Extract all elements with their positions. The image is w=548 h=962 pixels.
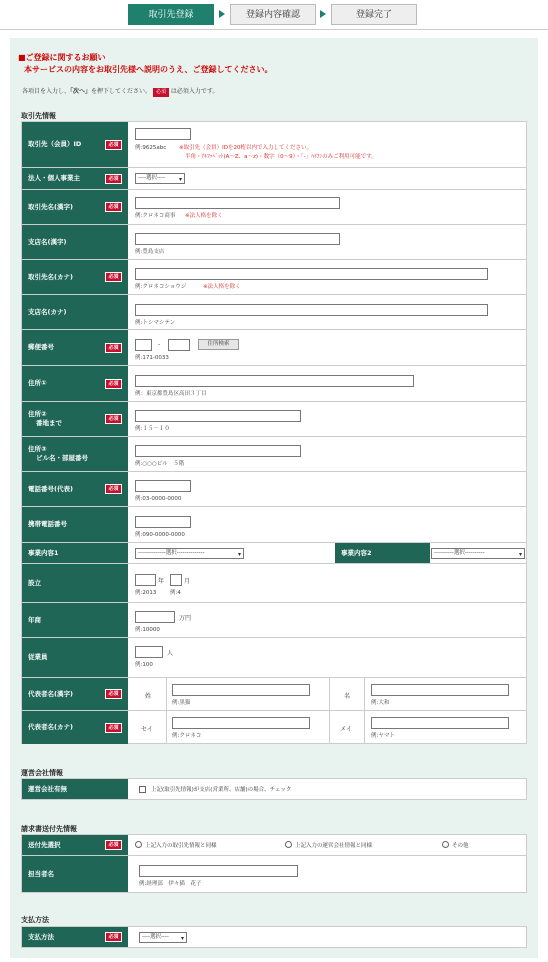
rep-kanji-sei-cell (166, 678, 167, 710)
month-unit: 月 (184, 578, 191, 585)
row-employees (22, 638, 526, 678)
rep-kana-sei-cell (166, 711, 167, 744)
value-branch-kana (129, 295, 526, 329)
value-employees (129, 638, 526, 677)
member-id-note1: ※取引先（会員）IDを20桁以内で入力してください。 (179, 145, 312, 151)
intro-text (22, 86, 218, 97)
name-kana-input[interactable] (135, 268, 488, 280)
required-badge: 必須 (105, 484, 122, 494)
value-addr3 (129, 437, 526, 471)
row-phone (22, 472, 526, 507)
rep-kana-sei-input[interactable] (172, 717, 310, 729)
label-phone: 電話番号(代表) 必須 (22, 472, 128, 506)
label-rep-kanji: 代表者名(漢字) 必須 (22, 678, 128, 710)
postal-dash: - (158, 341, 161, 348)
operator-checkbox[interactable] (139, 786, 146, 793)
section-partner-title: 取引先情報 (21, 112, 56, 120)
employees-unit: 人 (167, 650, 174, 657)
value-operator (129, 779, 526, 799)
row-addr1 (22, 366, 526, 402)
required-badge: 必須 (105, 840, 122, 850)
employees-example: 例:100 (135, 662, 153, 668)
value-payment (129, 927, 526, 947)
section-payment-title: 支払方法 (21, 916, 49, 924)
step-progress (0, 0, 548, 30)
contact-example: 例:経理部 伊々猫 花子 (139, 881, 202, 887)
name-kanji-example: 例:クロネコ商事 (135, 213, 176, 219)
rep-kana-mei-example: 例:ヤマト (371, 733, 395, 739)
name-kanji-input[interactable] (135, 197, 340, 209)
postal-first-input[interactable] (135, 339, 152, 351)
value-founded (129, 564, 526, 602)
rep-kanji-mei-input[interactable] (371, 684, 509, 696)
operator-checkbox-label: 上記(取引先情報)が支店(営業所、店舗)の場合、チェック (151, 787, 292, 793)
postal-example: 例:171-0033 (135, 355, 169, 361)
rep-kanji-mei-cell (364, 678, 365, 710)
phone-example: 例:03-0000-0000 (135, 496, 182, 502)
value-postal (129, 330, 526, 365)
year-unit: 年 (158, 578, 165, 585)
chevron-down-icon: ▾ (237, 551, 241, 558)
row-payment (22, 927, 526, 947)
rep-kanji-sei-input[interactable] (172, 684, 310, 696)
value-addr1 (129, 366, 526, 401)
step-arrow-icon (320, 10, 326, 18)
label-rep-kana: 代表者名(カナ) 必須 (22, 711, 128, 744)
value-addr2 (129, 402, 526, 436)
required-badge: 必須 (105, 174, 122, 184)
partner-table (21, 121, 527, 744)
section-billing-title: 請求書送付先情報 (21, 825, 77, 833)
rep-kanji-sei-label: 姓 (145, 693, 152, 700)
row-send-to (22, 835, 526, 856)
label-member-id: 取引先（会員）ID 必須 (22, 122, 128, 167)
value-mobile (129, 507, 526, 542)
required-badge: 必須 (105, 140, 122, 150)
step-confirm: 登録内容確認 (230, 4, 316, 25)
label-business2: 事業内容2 (335, 543, 430, 563)
rep-kana-mei-input[interactable] (371, 717, 509, 729)
rep-kana-sei-label: セイ (141, 726, 153, 733)
section-operator-title: 運営会社情報 (21, 769, 63, 777)
label-branch-kanji: 支店名(漢字) (22, 225, 128, 259)
chevron-down-icon: ▾ (178, 176, 182, 183)
send-to-partner-label: 上記入力の取引先情報と同様 (145, 843, 217, 849)
value-contact (129, 856, 526, 892)
row-addr2 (22, 402, 526, 437)
row-operator (22, 779, 526, 799)
addr3-example: 例:○○○ビル ５階 (135, 461, 185, 467)
label-branch-kana: 支店名(カナ) (22, 295, 128, 329)
value-branch-kanji (129, 225, 526, 259)
mobile-input[interactable] (135, 516, 191, 528)
step-complete: 登録完了 (331, 4, 417, 25)
member-id-input[interactable] (135, 128, 191, 140)
row-addr3 (22, 437, 526, 472)
rep-kanji-mei-example: 例:大和 (371, 700, 390, 706)
value-member-id (129, 122, 526, 167)
branch-kana-example: 例:トシマシテン (135, 320, 176, 326)
addr3-input[interactable] (135, 445, 301, 457)
value-entity (129, 168, 526, 189)
step-arrow-icon (219, 10, 225, 18)
chevron-down-icon: ▾ (518, 551, 522, 558)
row-revenue (22, 603, 526, 638)
payment-select[interactable]: ----選択---- ▾ (139, 932, 187, 943)
branch-kanji-example: 例:豊島支店 (135, 249, 165, 255)
label-operator: 運営会社有無 (22, 779, 128, 799)
required-badge: 必須 (105, 932, 122, 942)
label-founded: 設立 (22, 564, 128, 602)
label-send-to: 送付先選択 必須 (22, 835, 128, 855)
required-badge: 必須 (105, 414, 122, 424)
intro-pre: 各項目を入力し、 (22, 88, 71, 95)
revenue-unit: 万円 (179, 615, 192, 622)
rep-kana-sei-example: 例:クロネコ (172, 733, 202, 739)
row-business (22, 543, 526, 564)
label-entity: 法人・個人事業主 必須 (22, 168, 128, 189)
label-revenue: 年商 (22, 603, 128, 637)
branch-kanji-input[interactable] (135, 233, 340, 245)
row-name-kanji (22, 190, 526, 225)
row-founded (22, 564, 526, 603)
rep-kanji-sei-example: 例:黒猫 (172, 700, 191, 706)
operator-table (21, 778, 527, 800)
addr1-example: 例：東京都豊島区高田３丁目 (135, 391, 207, 397)
send-to-operator-label: 上記入力の運営会社情報と同様 (295, 843, 373, 849)
name-kanji-note: ※法人格を除く (185, 213, 223, 219)
required-badge: 必須 (105, 202, 122, 212)
label-addr1: 住所① 必須 (22, 366, 128, 401)
label-payment: 支払方法 必須 (22, 927, 128, 947)
member-id-example: 例:9625abc (135, 145, 167, 151)
label-postal: 郵便番号 必須 (22, 330, 128, 365)
notice-body: 本サービスの内容をお取引先様へ説明のうえ、ご登録してください。 (24, 65, 273, 74)
send-to-partner-radio[interactable] (135, 841, 142, 848)
address-search-button[interactable]: 住所検索 (198, 339, 239, 350)
row-branch-kana (22, 295, 526, 330)
row-branch-kanji (22, 225, 526, 260)
notice-title: ■ご登録に関するお願い (18, 53, 106, 62)
mobile-example: 例:090-0000-0000 (135, 532, 185, 538)
contact-input[interactable] (139, 865, 298, 877)
rep-kana-mei-label: メイ (340, 726, 352, 733)
founded-month-input[interactable] (170, 574, 182, 586)
rep-kanji-mei-label: 名 (344, 693, 351, 700)
addr2-example: 例:１５－１０ (135, 426, 170, 432)
business2-select[interactable]: ----------選択---------- ▾ (431, 548, 525, 559)
founded-month-example: 例:4 (170, 590, 181, 596)
value-name-kanji (129, 190, 526, 224)
row-name-kana (22, 260, 526, 295)
branch-kana-input[interactable] (135, 304, 488, 316)
intro-next: 「次へ」 (70, 88, 92, 95)
row-rep-kana (22, 711, 526, 744)
row-contact (22, 856, 526, 892)
row-entity (22, 168, 526, 190)
founded-year-example: 例:2013 (135, 590, 157, 596)
step-register: 取引先登録 (128, 4, 214, 25)
send-to-operator-radio[interactable] (285, 841, 292, 848)
required-badge: 必須 (105, 723, 122, 733)
rep-kanji-divider (329, 678, 330, 710)
label-addr2: 住所② 番地まで 必須 (22, 402, 128, 436)
phone-input[interactable] (135, 480, 191, 492)
label-name-kana: 取引先名(カナ) 必須 (22, 260, 128, 294)
intro-post: は必須入力です。 (170, 88, 219, 95)
intro-mid: を押下してください。 (91, 88, 152, 95)
rep-kana-mei-cell (364, 711, 365, 744)
row-mobile (22, 507, 526, 543)
founded-year-input[interactable] (135, 574, 156, 586)
row-rep-kanji (22, 678, 526, 711)
chevron-down-icon: ▾ (180, 935, 184, 942)
label-business1: 事業内容1 (22, 543, 128, 563)
addr2-input[interactable] (135, 410, 301, 422)
send-to-other-radio[interactable] (442, 841, 449, 848)
required-badge: 必須 (105, 272, 122, 282)
entity-select[interactable]: ----選択---- ▾ (135, 173, 185, 184)
required-badge: 必須 (105, 689, 122, 699)
send-to-other-label: その他 (452, 843, 469, 849)
label-name-kanji: 取引先名(漢字) 必須 (22, 190, 128, 224)
required-badge: 必須 (105, 379, 122, 389)
label-mobile: 携帯電話番号 (22, 507, 128, 542)
row-member-id (22, 122, 526, 168)
label-contact: 担当者名 (22, 856, 128, 892)
revenue-example: 例:10000 (135, 627, 160, 633)
value-revenue (129, 603, 526, 637)
business1-select[interactable]: --------------選択-------------- ▾ (135, 548, 244, 559)
required-badge: 必須 (153, 88, 169, 97)
revenue-input[interactable] (135, 611, 175, 623)
member-id-note2: 半角・ｱﾙﾌｧﾍﾞｯﾄ(A～Z、a～z)・数字（0～9）・「-」ﾊｲﾌﾝのみご利用可能です。 (185, 154, 377, 160)
value-phone (129, 472, 526, 506)
rep-kana-divider (329, 711, 330, 744)
payment-table (21, 926, 527, 948)
postal-second-input[interactable] (168, 339, 190, 351)
label-addr3: 住所③ ビル名・部屋番号 (22, 437, 128, 471)
label-employees: 従業員 (22, 638, 128, 677)
required-badge: 必須 (105, 343, 122, 353)
billing-table (21, 834, 527, 893)
value-name-kana (129, 260, 526, 294)
addr1-input[interactable] (135, 375, 414, 387)
value-send-to (129, 835, 526, 855)
name-kana-example: 例:クロネコショウジ (135, 284, 187, 290)
name-kana-note: ※法人格を除く (203, 284, 241, 290)
row-postal (22, 330, 526, 366)
employees-input[interactable] (135, 646, 163, 658)
